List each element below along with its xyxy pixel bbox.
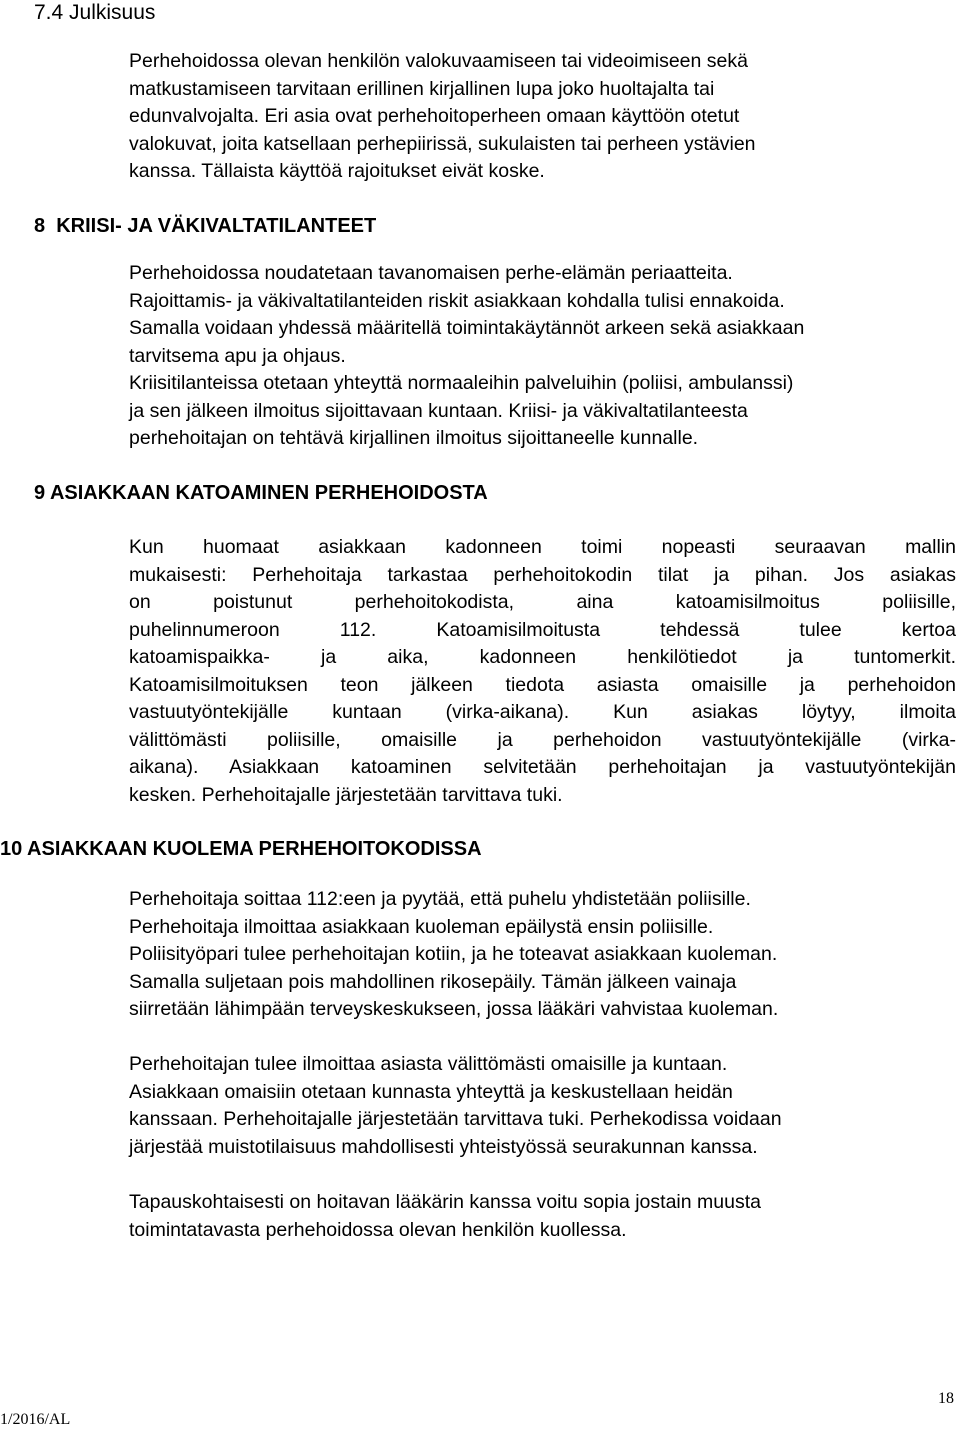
text-line: siirretään lähimpään terveyskeskukseen, jossa lääkäri vahvistaa kuoleman. [129,998,779,1020]
text-line: Samalla voidaan yhdessä määritellä toimintakäytännöt arkeen sekä asiakkaan [129,317,805,339]
text-line: tarvitsema apu ja ohjaus. [129,344,346,367]
text-line: kanssaan. Perhehoitajalle järjestetään tarvittava tuki. Perhekodissa voidaan [129,1108,782,1130]
text-line: puhelinnumeroon 112. Katoamisilmoitusta tehdessä tulee kertoa [129,618,956,641]
section-9-paragraph [129,534,956,809]
text-line: Kriisitilanteissa otetaan yhteyttä normaaleihin palveluihin (poliisi, ambulanssi) [129,372,794,394]
text-line: vastuutyöntekijälle kuntaan (virka-aikana). Kun asiakas löytyy, ilmoita [129,701,956,723]
text-line: Poliisityöpari tulee perhehoitajan kotiin, ja he toteavat asiakkaan kuoleman. [129,943,778,965]
text-line: valokuvat, joita katsellaan perhepiirissä, sukulaisten tai perheen ystävien [129,132,756,155]
section-10-paragraph-3 [129,1189,761,1244]
text-line: välittömästi poliisille, omaisille ja perhehoidon vastuutyöntekijälle (virka- [129,728,956,751]
text-line: perhehoitajan on tehtävä kirjallinen ilmoitus sijoittaneelle kunnalle. [129,427,699,449]
section-8-heading: 8 KRIISI- JA VÄKIVALTATILANTEET [34,215,377,237]
text-line: järjestää muistotilaisuus mahdollisesti yhteistyössä seurakunnan kanssa. [129,1135,758,1158]
text-line: Rajoittamis- ja väkivaltatilanteiden riskit asiakkaan kohdalla tulisi ennakoida. [129,289,785,312]
text-line: Perhehoitajan tulee ilmoittaa asiasta välittömästi omaisille ja kuntaan. [129,1053,728,1075]
text-line: Katoamisilmoituksen teon jälkeen tiedota asiasta omaisille ja perhehoidon [129,673,956,696]
text-line: Perhehoitaja soittaa 112:een ja pyytää, että puhelu yhdistetään poliisille. [129,888,751,910]
text-line: Kun huomaat asiakkaan kadonneen toimi nopeasti seuraavan mallin [129,536,956,558]
text-line: on poistunut perhehoitokodista, aina katoamisilmoitus poliisille, [129,591,956,613]
text-line: Asiakkaan omaisiin otetaan kunnasta yhteyttä ja keskustellaan heidän [129,1080,733,1103]
text-line: aikana). Asiakkaan katoaminen selvitetään perhehoitajan ja vastuutyöntekijän [129,756,956,778]
text-line: Perhehoidossa noudatetaan tavanomaisen perhe-elämän periaatteita. [129,262,733,284]
text-line: toimintatavasta perhehoidossa olevan henkilön kuollessa. [129,1218,627,1241]
section-7-4-heading: 7.4 Julkisuus [34,1,156,24]
text-line: mukaisesti: Perhehoitaja tarkastaa perhehoitokodin tilat ja pihan. Jos asiakas [129,563,956,586]
section-7-4-paragraph [129,48,756,186]
text-line: Perhehoidossa olevan henkilön valokuvaamiseen tai videoimiseen sekä [129,50,748,72]
section-8-paragraph [129,260,804,453]
text-line: kanssa. Tällaista käyttöä rajoitukset eivät koske. [129,160,545,182]
section-9-heading: 9 ASIAKKAAN KATOAMINEN PERHEHOIDOSTA [34,482,488,504]
footer-document-code: 1/2016/AL [0,1411,71,1428]
text-line: Samalla suljetaan pois mahdollinen rikosepäily. Tämän jälkeen vainaja [129,970,737,993]
section-10-heading: 10 ASIAKKAAN KUOLEMA PERHEHOITOKODISSA [0,838,482,860]
section-10-paragraph-1 [129,886,778,1024]
text-line: ja sen jälkeen ilmoitus sijoittavaan kuntaan. Kriisi- ja väkivaltatilanteesta [129,399,748,422]
text-line: matkustamiseen tarvitaan erillinen kirjallinen lupa joko huoltajalta tai [129,77,715,100]
text-line: Perhehoitaja ilmoittaa asiakkaan kuoleman epäilystä ensin poliisille. [129,915,714,938]
page-number: 18 [938,1390,954,1407]
text-line: kesken. Perhehoitajalle järjestetään tarvittava tuki. [129,783,563,806]
text-line: edunvalvojalta. Eri asia ovat perhehoitoperheen omaan käyttöön otetut [129,105,740,127]
text-line: Tapauskohtaisesti on hoitavan lääkärin kanssa voitu sopia jostain muusta [129,1191,761,1213]
section-10-paragraph-2 [129,1051,782,1161]
text-line: katoamispaikka- ja aika, kadonneen henkilötiedot ja tuntomerkit. [129,646,956,668]
